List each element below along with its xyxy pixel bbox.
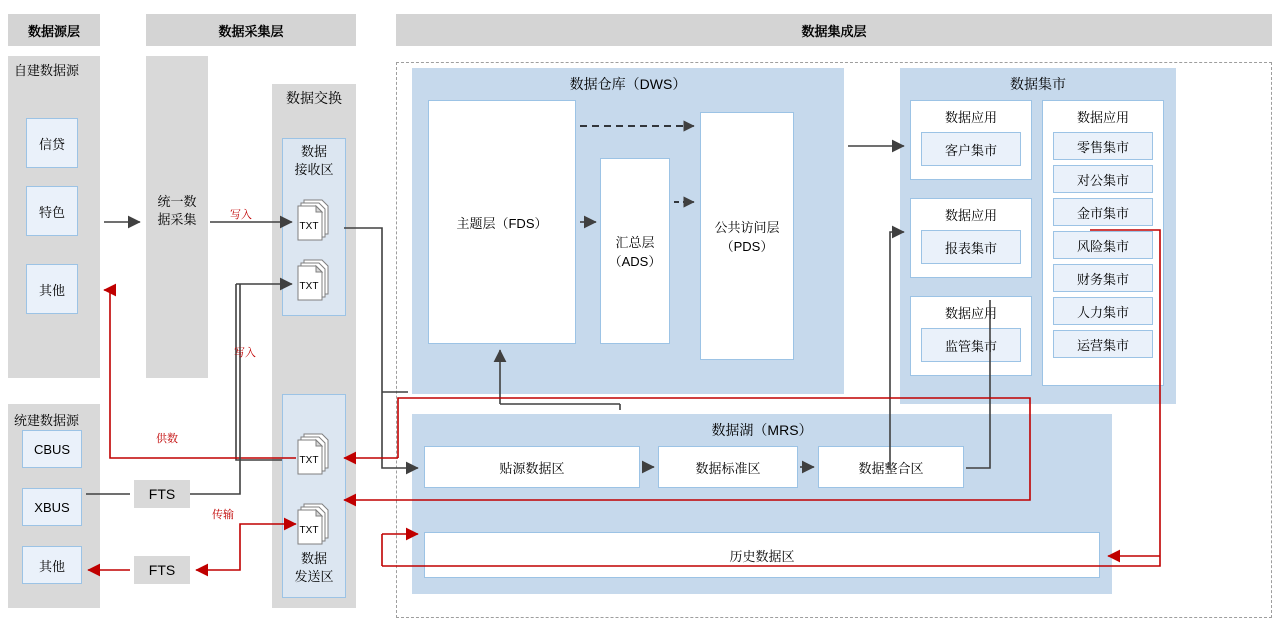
source-item-special[interactable]: 特色 <box>26 186 78 236</box>
dws-fds-box[interactable]: 主题层（FDS） <box>428 100 576 344</box>
mart-title: 数据集市 <box>1010 76 1066 92</box>
mart-app-group-3-label: 数据应用 <box>944 306 997 321</box>
edge-label-write-2: 写入 <box>234 347 256 359</box>
dws-title: 数据仓库（DWS） <box>569 76 687 92</box>
lake-zone-standard[interactable]: 数据标准区 <box>658 446 798 488</box>
mart-item-finmarket[interactable]: 金市集市 <box>1053 198 1153 226</box>
mart-item-finance[interactable]: 财务集市 <box>1053 264 1153 292</box>
header-source-layer-label: 数据源层 <box>27 23 80 39</box>
source-item-xbus[interactable]: XBUS <box>22 488 82 526</box>
data-exchange-title: 数据交换 <box>286 90 342 106</box>
mart-item-corporate[interactable]: 对公集市 <box>1053 165 1153 193</box>
fts-box-2[interactable]: FTS <box>134 556 190 584</box>
lake-zone-source[interactable]: 贴源数据区 <box>424 446 640 488</box>
label-unified-built-source: 统建数据源 <box>14 413 80 428</box>
fts-box-1[interactable]: FTS <box>134 480 190 508</box>
svg-text:TXT: TXT <box>299 455 319 466</box>
mart-item-report[interactable]: 报表集市 <box>921 230 1021 264</box>
mart-app-group-1-label: 数据应用 <box>944 110 997 125</box>
send-zone-label: 数据 发送区 <box>294 551 334 584</box>
svg-text:TXT: TXT <box>299 221 319 232</box>
unified-collect-label: 统一数 据采集 <box>157 194 197 227</box>
mart-item-regulatory[interactable]: 监管集市 <box>921 328 1021 362</box>
lake-zone-history[interactable]: 历史数据区 <box>424 532 1100 578</box>
source-item-other-1[interactable]: 其他 <box>26 264 78 314</box>
mart-item-operations[interactable]: 运营集市 <box>1053 330 1153 358</box>
mart-item-risk[interactable]: 风险集市 <box>1053 231 1153 259</box>
edge-label-transfer: 传输 <box>212 509 234 521</box>
edge-label-supply: 供数 <box>156 433 178 445</box>
source-item-cbus[interactable]: CBUS <box>22 430 82 468</box>
mart-item-hr[interactable]: 人力集市 <box>1053 297 1153 325</box>
dws-ads-box[interactable]: 汇总层 （ADS） <box>600 158 670 344</box>
lake-zone-integrated[interactable]: 数据整合区 <box>818 446 964 488</box>
svg-text:TXT: TXT <box>299 281 319 292</box>
source-item-credit[interactable]: 信贷 <box>26 118 78 168</box>
header-integration-layer-label: 数据集成层 <box>801 23 867 39</box>
edge-label-write-1: 写入 <box>230 209 252 221</box>
mart-item-customer[interactable]: 客户集市 <box>921 132 1021 166</box>
mart-app-group-2-label: 数据应用 <box>944 208 997 223</box>
lake-title: 数据湖（MRS） <box>711 422 813 438</box>
header-collect-layer-label: 数据采集层 <box>218 23 284 39</box>
mart-app-group-right-label: 数据应用 <box>1076 110 1129 125</box>
label-self-built-source: 自建数据源 <box>14 63 80 78</box>
receive-zone-label: 数据 接收区 <box>294 144 334 177</box>
svg-text:TXT: TXT <box>299 525 319 536</box>
dws-pds-box[interactable]: 公共访问层 （PDS） <box>700 112 794 360</box>
source-item-other-2[interactable]: 其他 <box>22 546 82 584</box>
mart-item-retail[interactable]: 零售集市 <box>1053 132 1153 160</box>
